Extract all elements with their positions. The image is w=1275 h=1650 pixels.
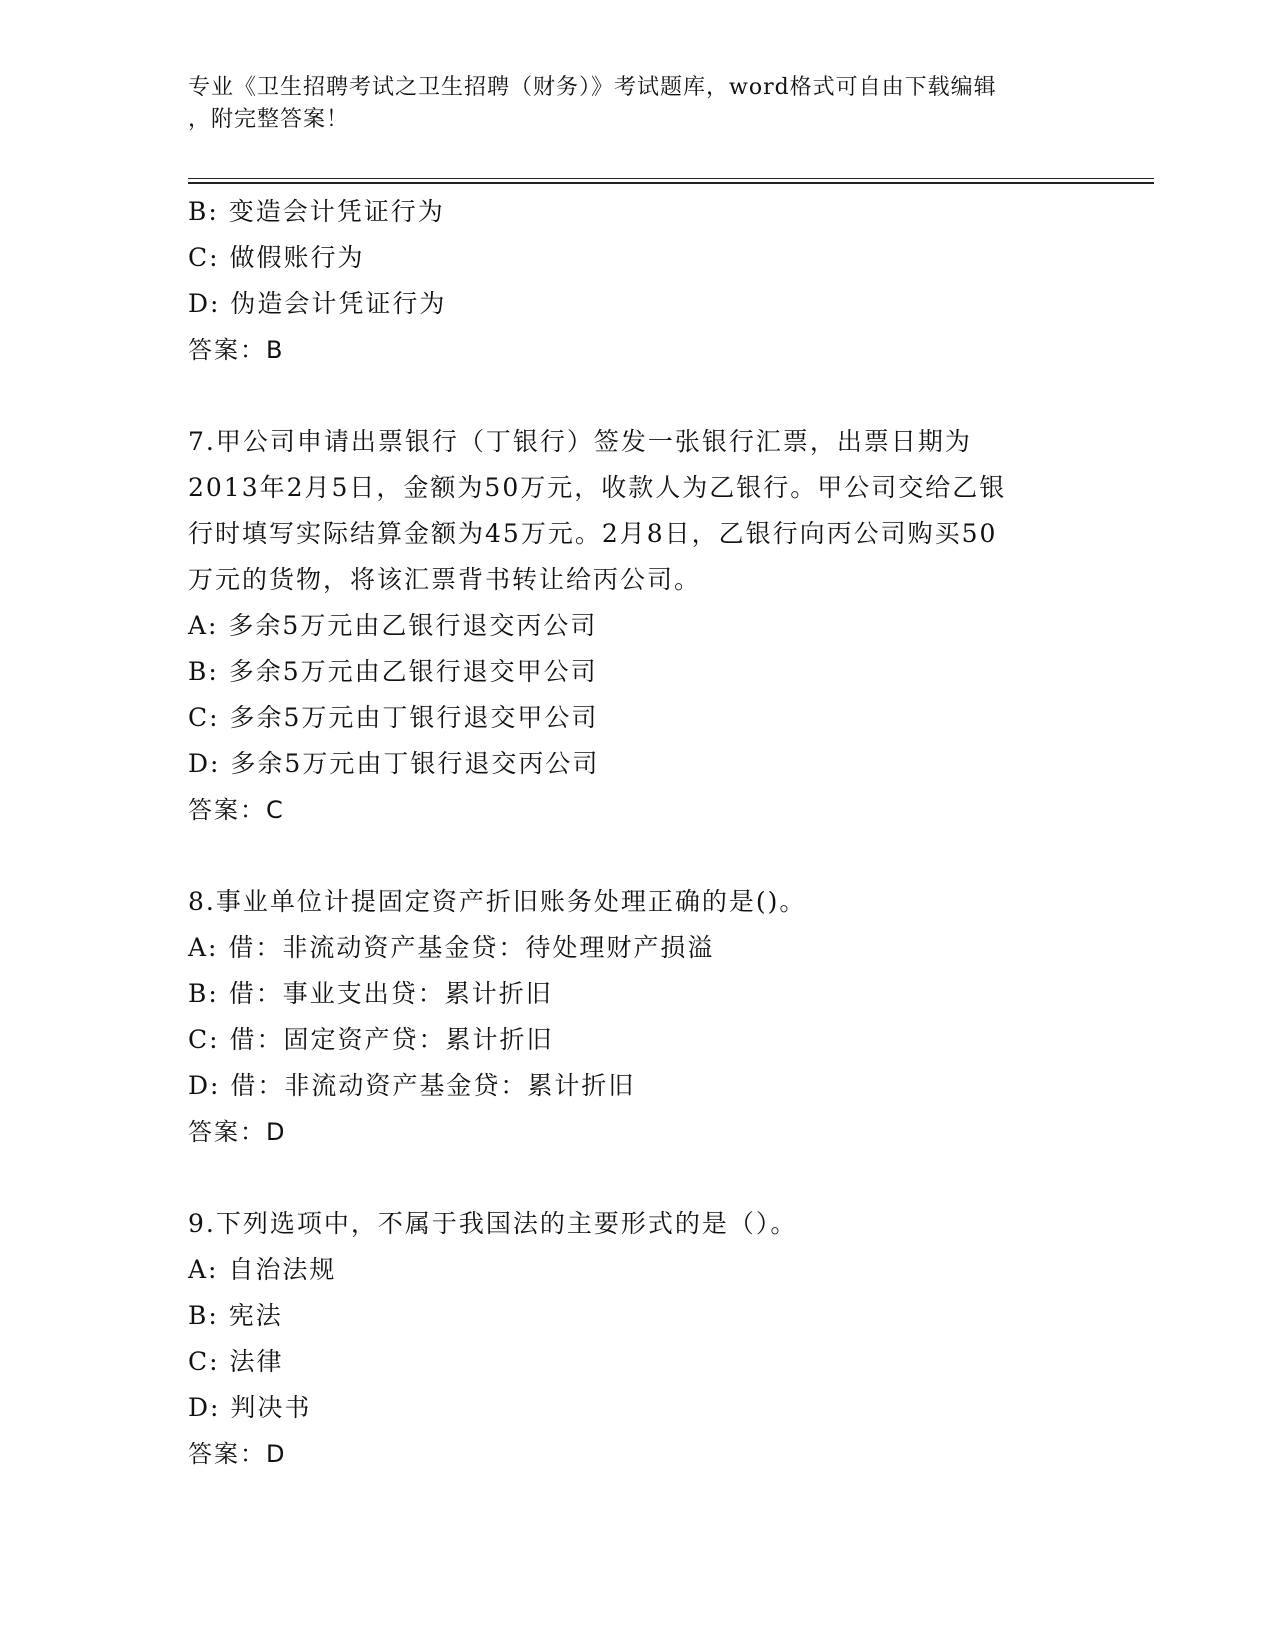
question-7-stem-line: 万元的货物，将该汇票背书转让给丙公司。 [188, 565, 702, 594]
question-9-option-d: D: 判决书 [188, 1393, 312, 1422]
header-title-line-1: 专业《卫生招聘考试之卫生招聘（财务）》考试题库，word格式可自由下载编辑 [188, 75, 997, 100]
question-8-option-d: D: 借：非流动资产基金贷：累计折旧 [188, 1071, 636, 1100]
question-8-answer: 答案：D [188, 1118, 287, 1146]
question-6 [188, 189, 1088, 373]
question-9-option-b: B: 宪法 [188, 1301, 283, 1330]
spacer [188, 1155, 1088, 1201]
question-7-option-b: B: 多余5万元由乙银行退交甲公司 [188, 657, 598, 686]
question-6-option-d: D: 伪造会计凭证行为 [188, 289, 447, 318]
question-7-stem-line: 2013年2月5日，金额为50万元，收款人为乙银行。甲公司交给乙银 [188, 473, 1007, 502]
question-8-option-a: A: 借：非流动资产基金贷：待处理财产损溢 [188, 933, 715, 962]
question-7-stem [188, 419, 1088, 603]
question-9 [188, 1201, 1088, 1477]
question-8-option-b: B: 借：事业支出贷：累计折旧 [188, 979, 553, 1008]
question-9-option-a: A: 自治法规 [188, 1255, 337, 1284]
question-8-stem: 8.事业单位计提固定资产折旧账务处理正确的是()。 [188, 887, 807, 916]
header-title-line-2: ，附完整答案！ [188, 107, 350, 132]
question-7-option-a: A: 多余5万元由乙银行退交丙公司 [188, 611, 598, 640]
question-9-option-c: C: 法律 [188, 1347, 284, 1376]
question-6-option-c: C: 做假账行为 [188, 243, 365, 272]
question-7-stem-line: 行时填写实际结算金额为45万元。2月8日，乙银行向丙公司购买50 [188, 519, 998, 548]
question-9-stem: 9.下列选项中，不属于我国法的主要形式的是（）。 [188, 1209, 798, 1238]
header-divider-thin [188, 178, 1154, 179]
question-7-option-d: D: 多余5万元由丁银行退交丙公司 [188, 749, 600, 778]
question-7-option-c: C: 多余5万元由丁银行退交甲公司 [188, 703, 599, 732]
question-7-stem-line: 7.甲公司申请出票银行（丁银行）签发一张银行汇票，出票日期为 [188, 427, 972, 456]
question-6-option-b: B: 变造会计凭证行为 [188, 197, 445, 226]
question-8-option-c: C: 借：固定资产贷：累计折旧 [188, 1025, 554, 1054]
question-list [188, 189, 1088, 1477]
header-divider-thick [188, 182, 1154, 184]
question-8 [188, 879, 1088, 1155]
question-7 [188, 419, 1088, 833]
question-9-answer: 答案：D [188, 1440, 287, 1468]
spacer [188, 833, 1088, 879]
question-7-answer: 答案：C [188, 796, 285, 824]
question-6-answer: 答案：B [188, 336, 285, 364]
spacer [188, 373, 1088, 419]
document-header [188, 72, 1068, 136]
